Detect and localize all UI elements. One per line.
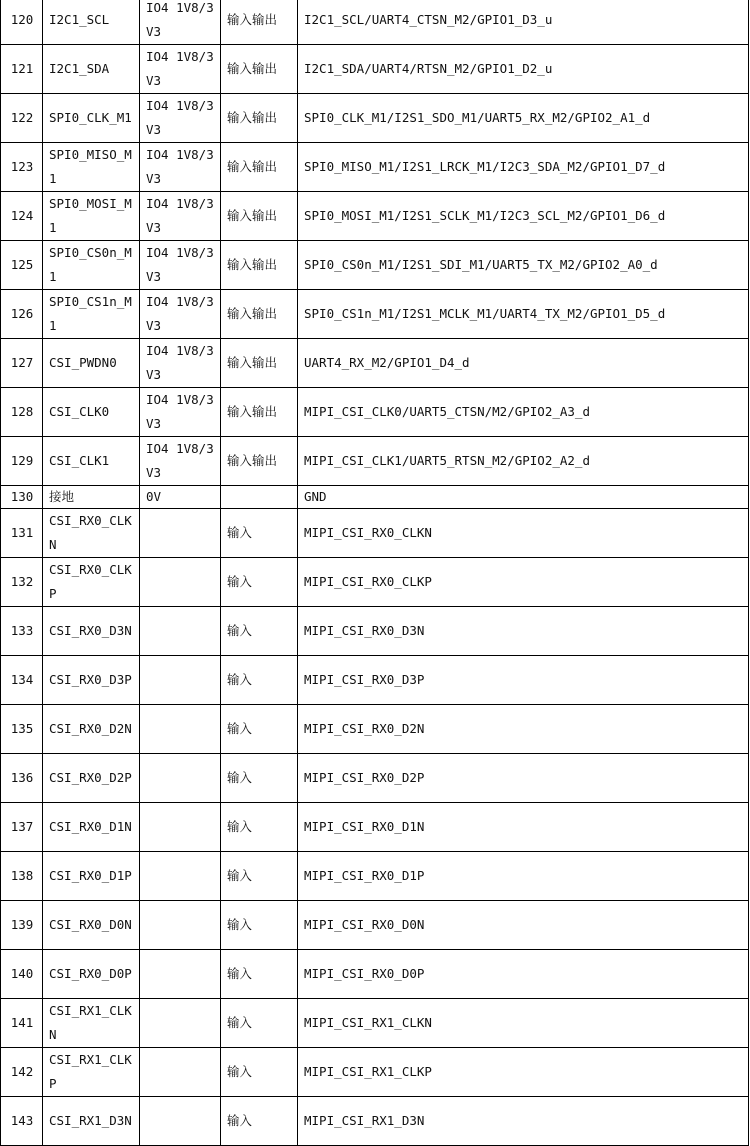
table-row: [1, 94, 749, 143]
pin-direction-cell: 输入: [221, 901, 298, 950]
pin-number-cell: 120: [1, 0, 43, 45]
pin-function-cell: SPI0_CS0n_M1/I2S1_SDI_M1/UART5_TX_M2/GPIO2_A0_d: [298, 241, 749, 290]
pin-function-cell: SPI0_CS1n_M1/I2S1_MCLK_M1/UART4_TX_M2/GPIO1_D5_d: [298, 290, 749, 339]
pin-voltage-cell: IO4 1V8/3V3: [140, 339, 221, 388]
pin-voltage-cell: [140, 558, 221, 607]
pin-function-cell: MIPI_CSI_RX0_D3P: [298, 656, 749, 705]
pin-name-cell: I2C1_SCL: [43, 0, 140, 45]
pin-function-cell: MIPI_CSI_CLK1/UART5_RTSN_M2/GPIO2_A2_d: [298, 437, 749, 486]
table-row: [1, 1097, 749, 1146]
pin-name-cell: CSI_RX0_D3P: [43, 656, 140, 705]
table-row: [1, 656, 749, 705]
pin-voltage-cell: IO4 1V8/3V3: [140, 143, 221, 192]
table-row: [1, 950, 749, 999]
table-row: [1, 754, 749, 803]
pin-voltage-cell: IO4 1V8/3V3: [140, 94, 221, 143]
pin-name-cell: CSI_RX1_CLKP: [43, 1048, 140, 1097]
pin-voltage-cell: IO4 1V8/3V3: [140, 192, 221, 241]
pin-voltage-cell: IO4 1V8/3V3: [140, 45, 221, 94]
table-row: [1, 999, 749, 1048]
pin-number-cell: 130: [1, 486, 43, 509]
pin-number-cell: 128: [1, 388, 43, 437]
pin-voltage-cell: IO4 1V8/3V3: [140, 0, 221, 45]
table-row: [1, 192, 749, 241]
table-row: [1, 901, 749, 950]
pin-name-cell: I2C1_SDA: [43, 45, 140, 94]
pin-function-cell: MIPI_CSI_RX1_CLKP: [298, 1048, 749, 1097]
pin-direction-cell: 输入输出: [221, 143, 298, 192]
pin-function-cell: MIPI_CSI_RX0_D2P: [298, 754, 749, 803]
pin-direction-cell: 输入: [221, 705, 298, 754]
pin-direction-cell: 输入输出: [221, 437, 298, 486]
table-row: [1, 339, 749, 388]
pin-voltage-cell: IO4 1V8/3V3: [140, 388, 221, 437]
pin-direction-cell: 输入: [221, 1048, 298, 1097]
pin-voltage-cell: [140, 999, 221, 1048]
pin-number-cell: 140: [1, 950, 43, 999]
pin-direction-cell: 输入: [221, 509, 298, 558]
pin-function-cell: MIPI_CSI_RX0_D0P: [298, 950, 749, 999]
table-row: [1, 607, 749, 656]
pin-function-cell: SPI0_CLK_M1/I2S1_SDO_M1/UART5_RX_M2/GPIO2_A1_d: [298, 94, 749, 143]
pin-number-cell: 133: [1, 607, 43, 656]
pin-number-cell: 129: [1, 437, 43, 486]
pin-number-cell: 143: [1, 1097, 43, 1146]
pin-name-cell: SPI0_MISO_M1: [43, 143, 140, 192]
pin-voltage-cell: [140, 656, 221, 705]
pin-function-cell: MIPI_CSI_RX0_D1P: [298, 852, 749, 901]
pin-name-cell: CSI_RX0_D2N: [43, 705, 140, 754]
pin-number-cell: 122: [1, 94, 43, 143]
pin-voltage-cell: [140, 1097, 221, 1146]
pin-direction-cell: 输入: [221, 803, 298, 852]
table-row: [1, 143, 749, 192]
table-row: [1, 45, 749, 94]
pin-name-cell: CSI_CLK1: [43, 437, 140, 486]
pin-direction-cell: 输入: [221, 950, 298, 999]
pin-table-body: [1, 0, 749, 1146]
pin-direction-cell: [221, 486, 298, 509]
pin-number-cell: 136: [1, 754, 43, 803]
pin-number-cell: 135: [1, 705, 43, 754]
pin-voltage-cell: [140, 705, 221, 754]
pin-function-cell: MIPI_CSI_RX0_D1N: [298, 803, 749, 852]
pin-number-cell: 138: [1, 852, 43, 901]
pin-number-cell: 127: [1, 339, 43, 388]
pin-number-cell: 141: [1, 999, 43, 1048]
pin-voltage-cell: [140, 607, 221, 656]
pin-name-cell: CSI_CLK0: [43, 388, 140, 437]
pin-direction-cell: 输入: [221, 852, 298, 901]
pin-direction-cell: 输入输出: [221, 192, 298, 241]
pin-voltage-cell: IO4 1V8/3V3: [140, 437, 221, 486]
pin-function-cell: MIPI_CSI_RX0_D2N: [298, 705, 749, 754]
pin-direction-cell: 输入输出: [221, 290, 298, 339]
table-row: [1, 705, 749, 754]
pin-name-cell: SPI0_MOSI_M1: [43, 192, 140, 241]
pin-direction-cell: 输入: [221, 607, 298, 656]
pin-direction-cell: 输入输出: [221, 339, 298, 388]
pin-number-cell: 139: [1, 901, 43, 950]
pin-voltage-cell: 0V: [140, 486, 221, 509]
pin-voltage-cell: [140, 803, 221, 852]
pin-function-cell: MIPI_CSI_RX0_CLKP: [298, 558, 749, 607]
pin-function-cell: I2C1_SDA/UART4/RTSN_M2/GPIO1_D2_u: [298, 45, 749, 94]
table-row: [1, 388, 749, 437]
pin-name-cell: CSI_RX0_D0N: [43, 901, 140, 950]
pin-name-cell: CSI_RX0_CLKN: [43, 509, 140, 558]
pin-function-cell: MIPI_CSI_RX1_CLKN: [298, 999, 749, 1048]
pin-function-cell: MIPI_CSI_RX1_D3N: [298, 1097, 749, 1146]
pin-name-cell: CSI_RX0_D1P: [43, 852, 140, 901]
pin-direction-cell: 输入: [221, 1097, 298, 1146]
pin-function-cell: GND: [298, 486, 749, 509]
pin-direction-cell: 输入: [221, 754, 298, 803]
pin-voltage-cell: [140, 852, 221, 901]
table-row: [1, 0, 749, 45]
table-row: [1, 852, 749, 901]
pin-function-cell: MIPI_CSI_CLK0/UART5_CTSN/M2/GPIO2_A3_d: [298, 388, 749, 437]
table-row: [1, 1048, 749, 1097]
pin-name-cell: 接地: [43, 486, 140, 509]
pin-name-cell: CSI_RX0_D1N: [43, 803, 140, 852]
pin-voltage-cell: [140, 1048, 221, 1097]
pin-name-cell: CSI_RX0_D3N: [43, 607, 140, 656]
pin-number-cell: 121: [1, 45, 43, 94]
pin-function-cell: MIPI_CSI_RX0_D3N: [298, 607, 749, 656]
pin-name-cell: CSI_RX0_D0P: [43, 950, 140, 999]
pin-function-cell: MIPI_CSI_RX0_D0N: [298, 901, 749, 950]
pin-voltage-cell: [140, 950, 221, 999]
pin-name-cell: SPI0_CLK_M1: [43, 94, 140, 143]
pin-number-cell: 123: [1, 143, 43, 192]
pin-number-cell: 126: [1, 290, 43, 339]
table-row: [1, 241, 749, 290]
table-row: [1, 486, 749, 509]
pin-name-cell: CSI_RX1_D3N: [43, 1097, 140, 1146]
pin-number-cell: 124: [1, 192, 43, 241]
pin-name-cell: CSI_RX0_CLKP: [43, 558, 140, 607]
pin-function-cell: I2C1_SCL/UART4_CTSN_M2/GPIO1_D3_u: [298, 0, 749, 45]
pin-direction-cell: 输入输出: [221, 45, 298, 94]
pin-name-cell: CSI_RX1_CLKN: [43, 999, 140, 1048]
pin-function-cell: SPI0_MOSI_M1/I2S1_SCLK_M1/I2C3_SCL_M2/GPIO1_D6_d: [298, 192, 749, 241]
pin-number-cell: 131: [1, 509, 43, 558]
pin-number-cell: 137: [1, 803, 43, 852]
pin-number-cell: 125: [1, 241, 43, 290]
pin-voltage-cell: [140, 509, 221, 558]
table-row: [1, 290, 749, 339]
pin-name-cell: SPI0_CS0n_M1: [43, 241, 140, 290]
pin-name-cell: SPI0_CS1n_M1: [43, 290, 140, 339]
pin-direction-cell: 输入输出: [221, 241, 298, 290]
pin-voltage-cell: IO4 1V8/3V3: [140, 290, 221, 339]
pin-direction-cell: 输入: [221, 999, 298, 1048]
pin-name-cell: CSI_PWDN0: [43, 339, 140, 388]
pin-direction-cell: 输入输出: [221, 388, 298, 437]
table-row: [1, 558, 749, 607]
pin-voltage-cell: [140, 754, 221, 803]
pin-voltage-cell: [140, 901, 221, 950]
table-row: [1, 509, 749, 558]
pin-direction-cell: 输入输出: [221, 94, 298, 143]
pin-function-cell: SPI0_MISO_M1/I2S1_LRCK_M1/I2C3_SDA_M2/GPIO1_D7_d: [298, 143, 749, 192]
pin-direction-cell: 输入: [221, 558, 298, 607]
pin-direction-cell: 输入: [221, 656, 298, 705]
pin-function-cell: MIPI_CSI_RX0_CLKN: [298, 509, 749, 558]
pin-name-cell: CSI_RX0_D2P: [43, 754, 140, 803]
table-row: [1, 803, 749, 852]
table-row: [1, 437, 749, 486]
pin-number-cell: 142: [1, 1048, 43, 1097]
pin-number-cell: 132: [1, 558, 43, 607]
pin-direction-cell: 输入输出: [221, 0, 298, 45]
pin-voltage-cell: IO4 1V8/3V3: [140, 241, 221, 290]
pin-function-cell: UART4_RX_M2/GPIO1_D4_d: [298, 339, 749, 388]
pin-number-cell: 134: [1, 656, 43, 705]
